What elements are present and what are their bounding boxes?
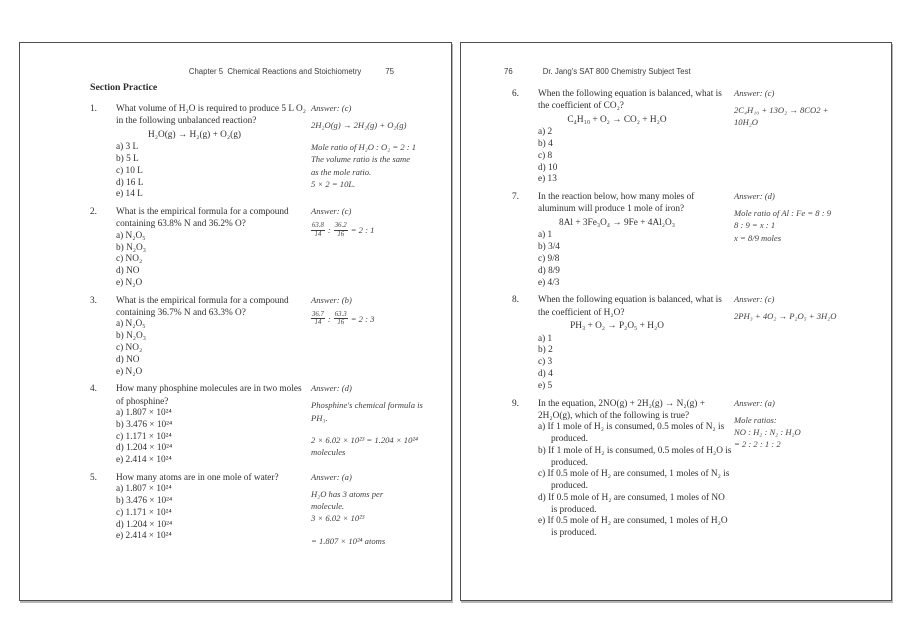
note-line: = 2 : 2 : 1 : 2 — [734, 438, 781, 449]
answer-label: Answer: (d) — [311, 383, 352, 394]
question-text — [90, 206, 309, 231]
question-stem: What is the empirical formula for a compound containing 36.7% N and 63.3% O? — [116, 295, 289, 319]
option: b) If 1 mole of H₂ is consumed, 0.5 moles of H₂O is produced. — [538, 445, 732, 468]
note-line: Mole ratio of H₂O : O₂ = 2 : 1 — [311, 142, 417, 153]
answer-label: Answer: (a) — [311, 471, 352, 482]
answer-note — [734, 104, 875, 128]
note-line: The volume ratio is the same — [311, 154, 411, 165]
option: d) 1.204 × 10²⁴ — [116, 519, 173, 530]
question-text — [512, 398, 732, 423]
note-line: molecules — [311, 446, 346, 457]
note-line: = 1.807 × 10²⁴ atoms — [311, 535, 386, 546]
equation: 8Al + 3Fe₃O₄ → 9Fe + 4Al₂O₃ — [559, 217, 675, 228]
options-list — [90, 484, 309, 543]
question-number: 1. — [90, 104, 97, 114]
question-text — [90, 472, 309, 484]
equation: C₄H₁₀ + O₂ → CO₂ + H₂O — [567, 114, 667, 125]
question-text — [90, 103, 309, 128]
note-line: H₂O has 3 atoms per — [311, 488, 384, 499]
page-left — [19, 42, 452, 601]
question-stem: When the following equation is balanced, what is the coefficient of CO₂? — [538, 89, 722, 112]
question-body — [512, 191, 732, 289]
question-stem: How many phosphine molecules are in two moles of phosphine? — [116, 384, 302, 407]
equation: H₂O(g) → H₂(g) + O₂(g) — [148, 129, 241, 140]
question-number: 9. — [512, 398, 519, 409]
option: a) N₂O₅ — [116, 230, 146, 241]
option: c) 1.171 × 10²⁴ — [116, 507, 172, 518]
note-line: Mole ratios: — [734, 414, 777, 425]
spacer — [311, 131, 437, 141]
note-line: 8 : 9 = x : 1 — [734, 220, 776, 231]
ratio-separator: : — [327, 225, 331, 236]
ratio-result: = 2 : 1 — [350, 225, 375, 236]
option: c) 3 — [538, 357, 553, 368]
answer-margin — [309, 295, 437, 327]
question-block — [512, 88, 875, 186]
question-body — [90, 295, 309, 379]
option: e) 14 L — [116, 189, 143, 200]
question-stem: In the reaction below, how many moles of aluminum will produce 1 mole of iron? — [538, 192, 695, 215]
answer-note — [734, 310, 875, 322]
option: c) If 0.5 mole of H₂ are consumed, 1 moles of N₂ is produced. — [538, 469, 730, 492]
question-number: 5. — [90, 472, 97, 483]
option: b) N₂O₃ — [116, 331, 146, 342]
answer-margin — [309, 206, 437, 238]
options-list — [512, 230, 732, 289]
option: d) 4 — [538, 368, 553, 379]
fraction-denominator: 14 — [314, 319, 322, 327]
options-list — [90, 231, 309, 290]
option: b) N₂O₃ — [116, 242, 146, 253]
note-line: NO : H₂ : N₂ : H₂O — [734, 426, 801, 437]
question-stem: What is the empirical formula for a compound containing 63.8% N and 36.2% O? — [116, 207, 289, 230]
fraction-denominator: 16 — [337, 319, 345, 327]
page-right — [460, 42, 892, 601]
fraction-denominator: 16 — [337, 230, 345, 238]
option: a) 1 — [538, 333, 553, 344]
option: c) 10 L — [116, 165, 143, 176]
option: b) 3.476 × 10²⁴ — [116, 496, 173, 506]
note-line: 5 × 2 = 10L. — [311, 178, 356, 189]
question-text — [90, 383, 309, 408]
fraction — [311, 311, 325, 327]
answer-margin — [309, 383, 437, 458]
option: a) 1 — [538, 230, 553, 241]
question-number: 3. — [90, 295, 97, 306]
question-block — [90, 383, 437, 467]
answer-margin — [309, 103, 437, 190]
section-title: Section Practice — [90, 82, 158, 93]
option: b) 5 L — [116, 153, 139, 164]
question-block — [512, 191, 875, 289]
fraction-denominator: 14 — [314, 230, 322, 238]
answer-margin — [732, 294, 875, 322]
option: d) If 0.5 mole of H₂ are consumed, 1 moles of NO is produced. — [538, 492, 725, 515]
options-list — [90, 319, 309, 378]
answer-working — [311, 311, 437, 327]
answer-label: Answer: (c) — [734, 294, 775, 305]
page-number: 76 — [504, 67, 513, 76]
options-list — [90, 408, 309, 467]
equation: PH₃ + O₂ → P₂O₅ + H₂O — [570, 320, 664, 331]
answer-margin — [732, 398, 875, 451]
question-block — [90, 295, 437, 379]
options-list — [512, 334, 732, 393]
note-line: 2 × 6.02 × 10²³ = 1.204 × 10²⁴ — [311, 434, 418, 445]
fraction-numerator: 63.8 — [312, 222, 324, 230]
ratio-result: = 2 : 3 — [350, 313, 375, 324]
options-list — [512, 127, 732, 186]
option: d) 8/9 — [538, 265, 560, 276]
option: b) 2 — [538, 345, 553, 356]
option: a) If 1 mole of H₂ is consumed, 0.5 moles of N₂ is produced. — [538, 422, 725, 444]
answer-note — [734, 414, 875, 451]
question-text — [90, 295, 309, 320]
question-number: 7. — [512, 192, 519, 203]
option: d) 1.204 × 10²⁴ — [116, 443, 173, 454]
option: b) 3.476 × 10²⁴ — [116, 419, 173, 430]
option: d) 16 L — [116, 177, 144, 188]
option: a) 1.807 × 10²⁴ — [116, 407, 172, 418]
option: a) 1.807 × 10²⁴ — [116, 484, 172, 495]
spacer — [311, 424, 437, 434]
note-line: Mole ratio of Al : Fe = 8 : 9 — [734, 208, 832, 219]
note-line: x = 8/9 moles — [734, 232, 782, 243]
option: c) NO₂ — [116, 254, 143, 265]
fraction-numerator: 36.7 — [312, 310, 324, 318]
question-body — [90, 383, 309, 467]
question-block — [512, 294, 875, 392]
note-line: PH₃. — [311, 412, 328, 423]
note-line: 10H₂O — [734, 117, 758, 128]
option: d) 10 — [538, 162, 558, 173]
question-body — [90, 103, 309, 201]
fraction — [334, 311, 348, 327]
note-line: 2PH₃ + 4O₂ → P₂O₅ + 3H₂O — [734, 311, 837, 322]
answer-working — [311, 222, 437, 238]
question-body — [90, 206, 309, 290]
note-line: 3 × 6.02 × 10²³ — [311, 513, 365, 524]
option: e) 13 — [538, 174, 557, 185]
running-head-left — [90, 67, 437, 76]
options-list — [512, 422, 732, 540]
option: e) 2.414 × 10²⁴ — [116, 455, 172, 466]
option: c) 8 — [538, 150, 553, 161]
option: e) If 0.5 mole of H₂ are consumed, 1 moles of H₂O is produced. — [538, 516, 728, 539]
question-stem: When the following equation is balanced, what is the coefficient of H₂O? — [538, 295, 722, 318]
question-number: 8. — [512, 295, 519, 306]
answer-margin — [732, 191, 875, 244]
fraction — [311, 222, 325, 238]
answer-label: Answer: (c) — [311, 103, 352, 113]
fraction-numerator: 36.2 — [334, 222, 347, 230]
answer-margin — [309, 472, 437, 547]
answer-margin — [732, 88, 875, 128]
option: e) N₂O — [116, 366, 143, 377]
note-line: Phosphine's chemical formula is — [311, 400, 423, 411]
question-text — [512, 88, 732, 113]
question-number: 6. — [512, 89, 519, 99]
option: e) 5 — [538, 380, 553, 391]
answer-label: Answer: (b) — [311, 294, 352, 305]
answer-label: Answer: (c) — [734, 88, 775, 98]
question-body — [512, 294, 732, 392]
answer-label: Answer: (a) — [734, 397, 775, 408]
question-stem: What volume of H₂O is required to produce 5 L O₂ in the following unbalanced reaction? — [116, 104, 306, 127]
option: a) N₂O₅ — [116, 319, 146, 330]
fraction — [334, 222, 348, 238]
answer-note — [311, 119, 437, 190]
question-block — [512, 398, 875, 541]
question-number: 2. — [90, 207, 97, 218]
option: e) 2.414 × 10²⁴ — [116, 531, 172, 542]
answer-note — [734, 207, 875, 244]
fraction-numerator: 63.3 — [334, 310, 347, 318]
question-block — [90, 103, 437, 201]
page-number: 75 — [385, 67, 394, 76]
option: c) 1.171 × 10²⁴ — [116, 431, 172, 442]
option: e) N₂O — [116, 277, 143, 288]
option: d) NO — [116, 266, 140, 277]
chapter-label: Chapter 5 Chemical Reactions and Stoichiometry — [188, 67, 362, 76]
options-list — [90, 142, 309, 201]
answer-label: Answer: (c) — [311, 206, 352, 217]
answer-note — [311, 488, 437, 547]
note-line: molecule. — [311, 501, 345, 512]
question-body — [512, 88, 732, 186]
option: c) 9/8 — [538, 253, 560, 264]
answer-note — [311, 399, 437, 458]
option: a) 3 L — [116, 142, 139, 153]
note-line: as the mole ratio. — [311, 166, 372, 177]
option: a) 2 — [538, 127, 553, 138]
note-line: 2H₂O(g) → 2H₂(g) + O₂(g) — [311, 120, 407, 130]
running-head-right — [504, 67, 875, 76]
question-text — [512, 294, 732, 319]
note-line: 2C₄H₁₀ + 13O₂ → 8CO2 + — [734, 105, 829, 115]
ratio-separator: : — [327, 313, 331, 324]
spacer — [311, 525, 437, 535]
book-title: Dr. Jang's SAT 800 Chemistry Subject Test — [542, 67, 691, 76]
question-number: 4. — [90, 384, 97, 395]
option: c) NO₂ — [116, 342, 143, 353]
question-stem: How many atoms are in one mole of water? — [116, 472, 279, 483]
question-text — [512, 191, 732, 216]
question-block — [90, 206, 437, 290]
question-block — [90, 472, 437, 547]
option: d) NO — [116, 354, 140, 365]
option: e) 4/3 — [538, 277, 560, 288]
answer-label: Answer: (d) — [734, 191, 775, 202]
option: b) 4 — [538, 138, 553, 149]
option: b) 3/4 — [538, 242, 560, 253]
question-body — [90, 472, 309, 543]
question-body — [512, 398, 732, 541]
question-stem: In the equation, 2NO(g) + 2H₂(g) → N₂(g) + 2H₂O(g), which of the following is true? — [538, 398, 705, 421]
